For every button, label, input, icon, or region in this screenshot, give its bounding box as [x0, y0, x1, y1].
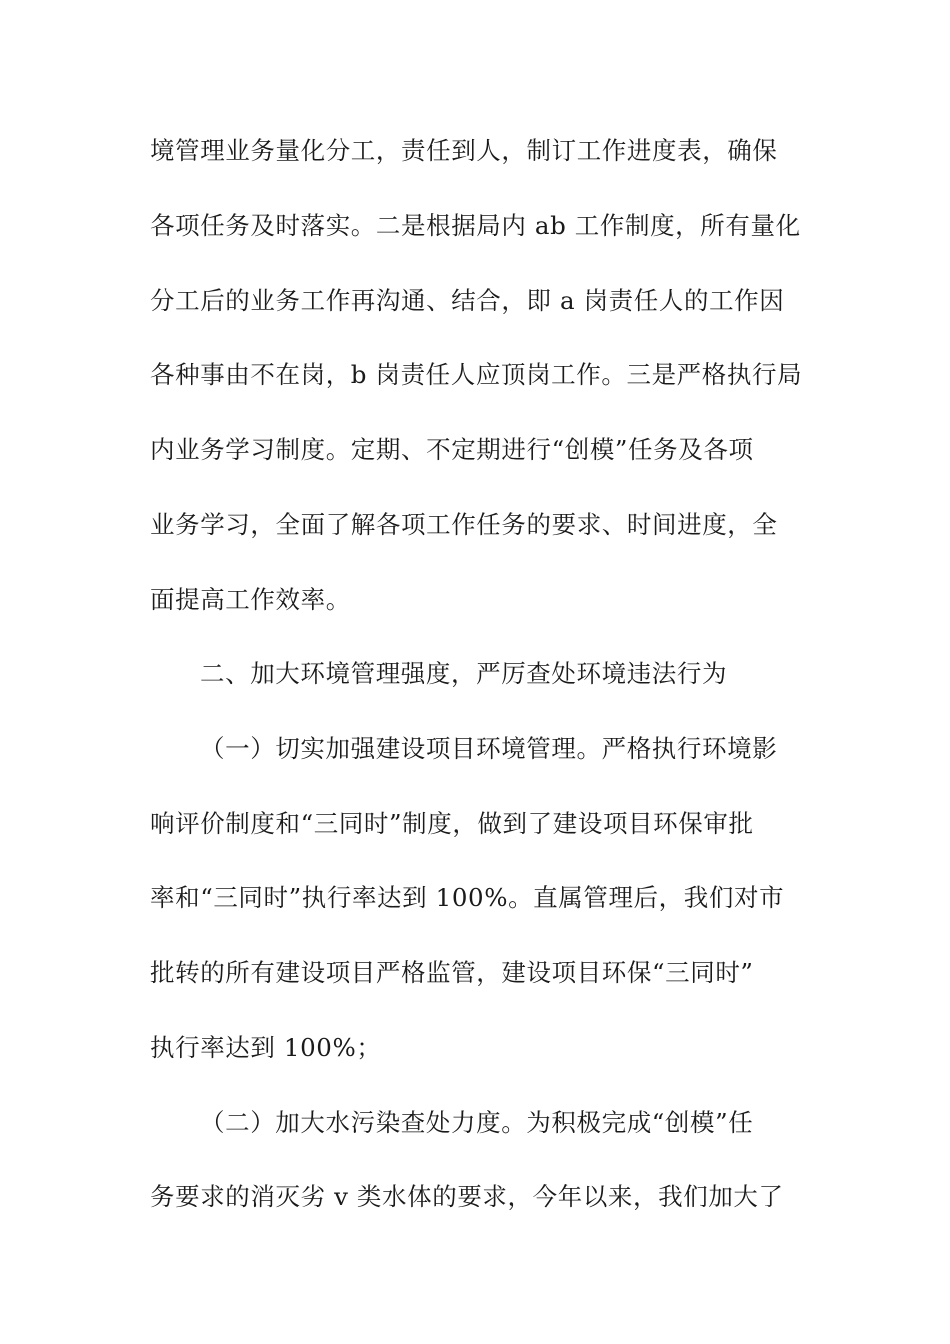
body-text-line: 内业务学习制度。定期、不定期进行“创模”任务及各项	[150, 435, 754, 464]
body-text-line: 务要求的消灭劣 v 类水体的要求，今年以来，我们加大了	[150, 1182, 784, 1211]
body-text-line: 面提高工作效率。	[150, 585, 351, 614]
paragraph-first-line: （二）加大水污染查处力度。为积极完成“创模”任	[200, 1108, 754, 1137]
body-text-line: 率和“三同时”执行率达到 100%。直属管理后，我们对市	[150, 883, 785, 912]
body-text-line: 境管理业务量化分工，责任到人，制订工作进度表，确保	[150, 136, 778, 165]
body-text-line: 响评价制度和“三同时”制度，做到了建设项目环保审批	[150, 809, 754, 838]
body-text-line: 分工后的业务工作再沟通、结合，即 a 岗责任人的工作因	[150, 286, 785, 315]
section-heading: 二、加大环境管理强度，严厉查处环境违法行为	[200, 659, 728, 688]
body-text-line: 批转的所有建设项目严格监管，建设项目环保“三同时”	[150, 958, 754, 987]
paragraph-first-line: （一）切实加强建设项目环境管理。严格执行环境影	[200, 734, 778, 763]
body-text-line: 业务学习，全面了解各项工作任务的要求、时间进度，全	[150, 510, 778, 539]
body-text-line: 各项任务及时落实。二是根据局内 ab 工作制度，所有量化	[150, 211, 801, 240]
body-text-line: 执行率达到 100%；	[150, 1033, 382, 1062]
body-text-line: 各种事由不在岗，b 岗责任人应顶岗工作。三是严格执行局	[150, 360, 803, 389]
